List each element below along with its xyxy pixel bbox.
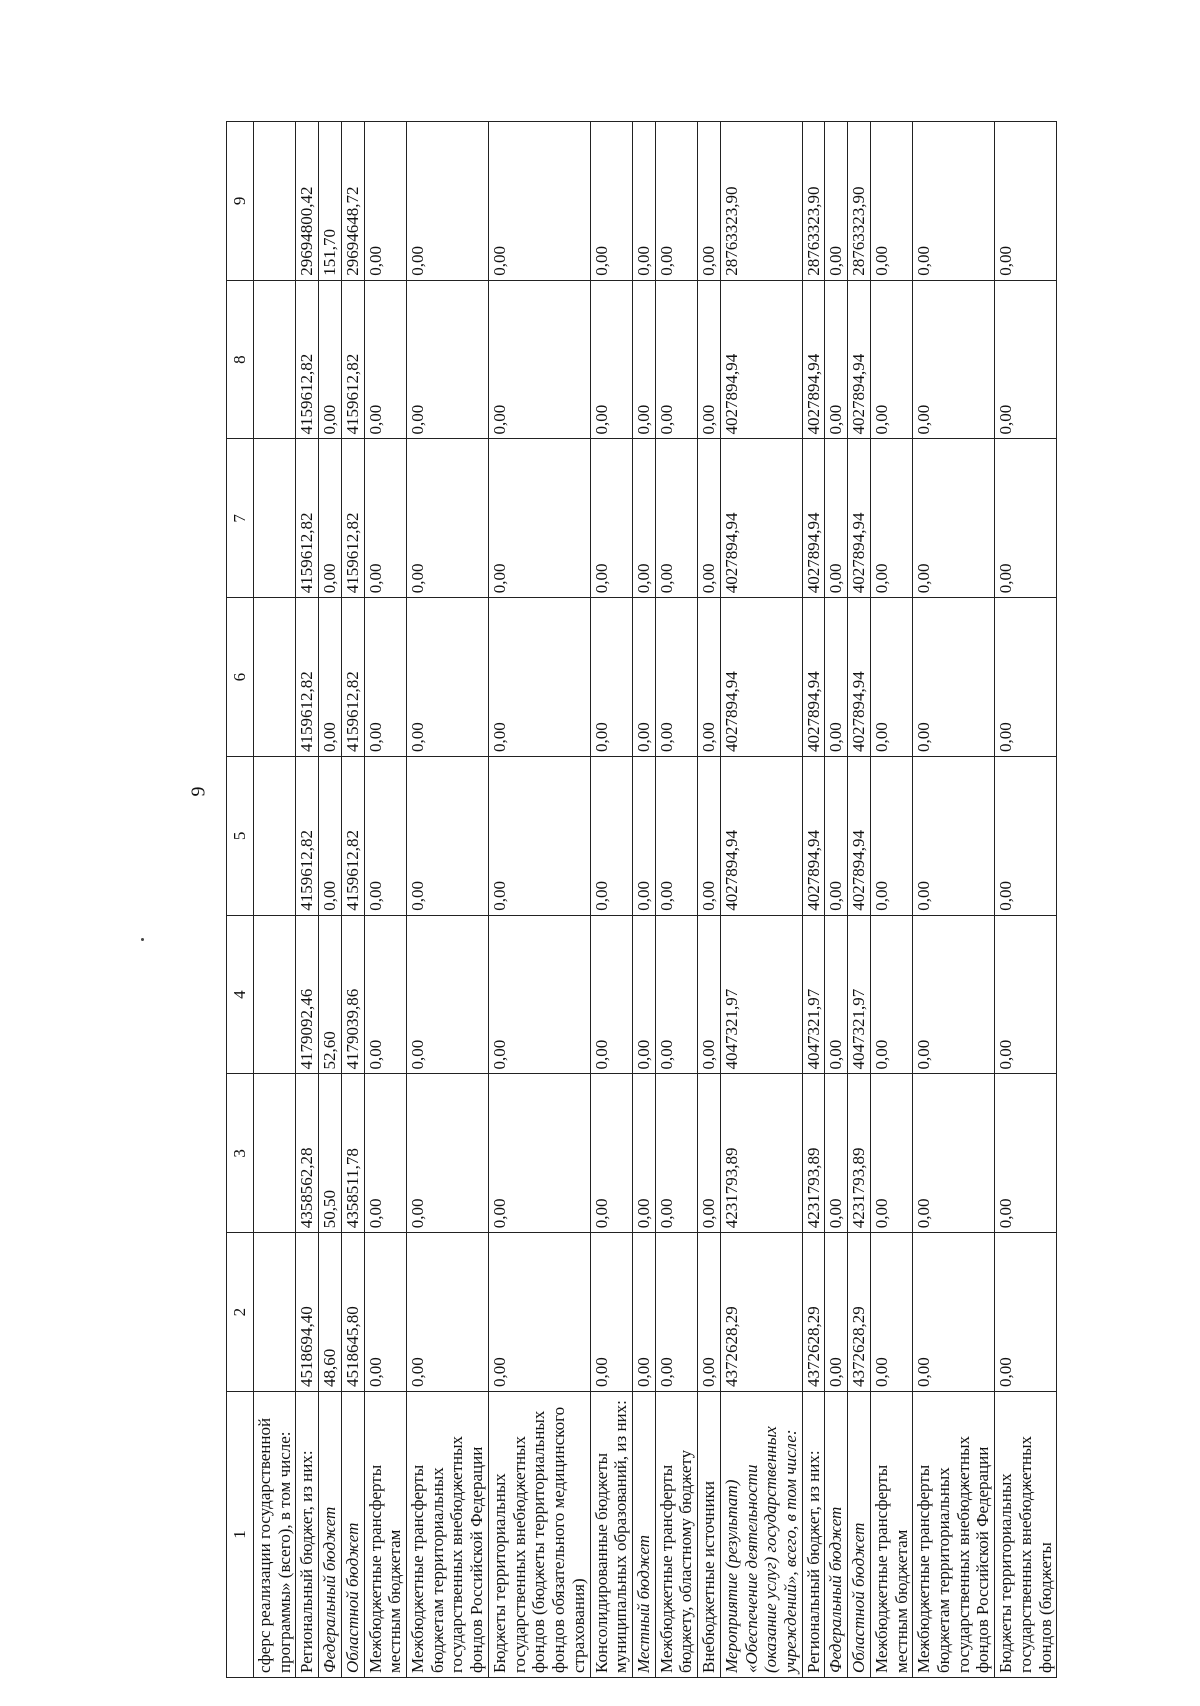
value-cell: 0,00: [913, 915, 995, 1074]
value-cell: 0,00: [698, 1233, 721, 1392]
value-cell: 0,00: [655, 1233, 697, 1392]
value-cell: 4027894,94: [802, 598, 825, 757]
value-cell: 0,00: [407, 1074, 489, 1233]
value-cell: 4027894,94: [848, 439, 871, 598]
value-cell: 4159612,82: [341, 598, 364, 757]
table-row: [488, 122, 590, 1678]
column-header-5: 5: [227, 757, 254, 916]
scan-dot: [141, 938, 144, 941]
header-row: [227, 122, 254, 1678]
value-cell: 0,00: [590, 1233, 632, 1392]
value-cell: 4027894,94: [802, 280, 825, 439]
value-cell: 4179092,46: [296, 915, 319, 1074]
column-header-4: 4: [227, 915, 254, 1074]
value-cell: 0,00: [319, 598, 342, 757]
value-cell: 0,00: [698, 757, 721, 916]
table-row: [364, 122, 406, 1678]
row-label: Межбюджетные трансферты бюджету, областному бюджету: [655, 1392, 697, 1678]
value-cell: 29694648,72: [341, 122, 364, 281]
value-cell: 0,00: [655, 439, 697, 598]
value-cell: 0,00: [407, 915, 489, 1074]
value-cell: [254, 598, 296, 757]
value-cell: 50,50: [319, 1074, 342, 1233]
value-cell: 4027894,94: [848, 757, 871, 916]
value-cell: 0,00: [632, 280, 655, 439]
value-cell: 4047321,97: [720, 915, 802, 1074]
value-cell: 0,00: [698, 915, 721, 1074]
value-cell: 4372628,29: [848, 1233, 871, 1392]
value-cell: 4159612,82: [296, 757, 319, 916]
value-cell: [254, 1233, 296, 1392]
value-cell: 0,00: [995, 280, 1057, 439]
value-cell: 0,00: [995, 1233, 1057, 1392]
row-label: Межбюджетные трансферты местным бюджетам: [364, 1392, 406, 1678]
row-label: Региональный бюджет, из них:: [802, 1392, 825, 1678]
row-label: Федеральный бюджет: [319, 1392, 342, 1678]
value-cell: 0,00: [407, 1233, 489, 1392]
table-row: [720, 122, 802, 1678]
column-header-3: 3: [227, 1074, 254, 1233]
value-cell: 0,00: [364, 1074, 406, 1233]
table-row: [632, 122, 655, 1678]
table-row: [319, 122, 342, 1678]
row-label: Местный бюджет: [632, 1392, 655, 1678]
value-cell: 4027894,94: [720, 598, 802, 757]
value-cell: 0,00: [995, 1074, 1057, 1233]
value-cell: 0,00: [364, 915, 406, 1074]
table-body: [254, 122, 1057, 1678]
value-cell: 0,00: [590, 439, 632, 598]
value-cell: 4159612,82: [296, 280, 319, 439]
value-cell: 4027894,94: [720, 280, 802, 439]
value-cell: 0,00: [488, 439, 590, 598]
budget-table: [226, 121, 1057, 1678]
value-cell: 0,00: [913, 439, 995, 598]
value-cell: 0,00: [698, 122, 721, 281]
value-cell: 0,00: [825, 122, 848, 281]
row-label: Консолидированные бюджеты муниципальных образований, из них:: [590, 1392, 632, 1678]
value-cell: 28763323,90: [802, 122, 825, 281]
value-cell: 52,60: [319, 915, 342, 1074]
value-cell: 0,00: [825, 439, 848, 598]
value-cell: 4372628,29: [802, 1233, 825, 1392]
value-cell: [254, 1074, 296, 1233]
value-cell: 0,00: [870, 598, 912, 757]
value-cell: 4179039,86: [341, 915, 364, 1074]
row-label: Региональный бюджет, из них:: [296, 1392, 319, 1678]
row-label: Бюджеты территориальных государственных внебюджетных фондов (бюджеты: [995, 1392, 1057, 1678]
value-cell: 0,00: [995, 757, 1057, 916]
value-cell: [254, 915, 296, 1074]
value-cell: 4231793,89: [848, 1074, 871, 1233]
value-cell: 0,00: [825, 915, 848, 1074]
value-cell: 0,00: [319, 439, 342, 598]
value-cell: 0,00: [655, 1074, 697, 1233]
table-row: [341, 122, 364, 1678]
value-cell: 4518645,80: [341, 1233, 364, 1392]
value-cell: 0,00: [407, 280, 489, 439]
value-cell: 0,00: [870, 122, 912, 281]
value-cell: 0,00: [995, 439, 1057, 598]
table-row: [825, 122, 848, 1678]
value-cell: 28763323,90: [848, 122, 871, 281]
value-cell: [254, 757, 296, 916]
row-label: Межбюджетные трансферты бюджетам территориальных государственных внебюджетных фондов Российской Федерации: [913, 1392, 995, 1678]
value-cell: 4027894,94: [720, 439, 802, 598]
value-cell: 0,00: [655, 598, 697, 757]
value-cell: [254, 122, 296, 281]
value-cell: 0,00: [632, 122, 655, 281]
value-cell: 0,00: [870, 915, 912, 1074]
value-cell: 0,00: [364, 598, 406, 757]
value-cell: 0,00: [655, 122, 697, 281]
value-cell: 0,00: [364, 280, 406, 439]
column-header-9: 9: [227, 122, 254, 281]
value-cell: 4027894,94: [802, 757, 825, 916]
value-cell: [254, 439, 296, 598]
value-cell: 4518694,40: [296, 1233, 319, 1392]
value-cell: 0,00: [319, 757, 342, 916]
value-cell: 4159612,82: [341, 439, 364, 598]
value-cell: 0,00: [698, 598, 721, 757]
value-cell: 0,00: [913, 1074, 995, 1233]
value-cell: 0,00: [488, 757, 590, 916]
value-cell: 0,00: [364, 757, 406, 916]
value-cell: 0,00: [825, 280, 848, 439]
value-cell: 4027894,94: [720, 757, 802, 916]
value-cell: 0,00: [364, 122, 406, 281]
value-cell: 151,70: [319, 122, 342, 281]
row-label: Межбюджетные трансферты местным бюджетам: [870, 1392, 912, 1678]
table-header: [227, 122, 254, 1678]
value-cell: 4047321,97: [848, 915, 871, 1074]
value-cell: 0,00: [698, 439, 721, 598]
value-cell: 0,00: [407, 439, 489, 598]
value-cell: 0,00: [632, 598, 655, 757]
value-cell: 0,00: [995, 122, 1057, 281]
value-cell: 0,00: [913, 280, 995, 439]
row-label: Областной бюджет: [341, 1392, 364, 1678]
value-cell: 48,60: [319, 1233, 342, 1392]
value-cell: 4159612,82: [296, 439, 319, 598]
value-cell: 0,00: [488, 122, 590, 281]
page-number: 9: [187, 786, 210, 797]
value-cell: 4027894,94: [848, 598, 871, 757]
table-row: [655, 122, 697, 1678]
value-cell: 0,00: [590, 757, 632, 916]
value-cell: 0,00: [407, 598, 489, 757]
value-cell: 0,00: [655, 280, 697, 439]
table-row: [407, 122, 489, 1678]
table-row: [913, 122, 995, 1678]
value-cell: 4358562,28: [296, 1074, 319, 1233]
value-cell: 0,00: [590, 280, 632, 439]
table-row: [254, 122, 296, 1678]
value-cell: [254, 280, 296, 439]
value-cell: 0,00: [590, 122, 632, 281]
value-cell: 0,00: [913, 598, 995, 757]
value-cell: 4358511,78: [341, 1074, 364, 1233]
value-cell: 0,00: [698, 280, 721, 439]
value-cell: 0,00: [825, 757, 848, 916]
value-cell: 0,00: [590, 598, 632, 757]
value-cell: 4159612,82: [296, 598, 319, 757]
value-cell: 0,00: [825, 1074, 848, 1233]
value-cell: 0,00: [870, 1074, 912, 1233]
value-cell: 4027894,94: [848, 280, 871, 439]
value-cell: 0,00: [995, 915, 1057, 1074]
value-cell: 4047321,97: [802, 915, 825, 1074]
row-label: сферс реализации государственной программы» (всего), в том числе:: [254, 1392, 296, 1678]
row-label: Межбюджетные трансферты бюджетам территориальных государственных внебюджетных фондов Российской Федерации: [407, 1392, 489, 1678]
value-cell: 4027894,94: [802, 439, 825, 598]
value-cell: 28763323,90: [720, 122, 802, 281]
value-cell: 0,00: [870, 439, 912, 598]
row-label: Внебюджетные источники: [698, 1392, 721, 1678]
table-row: [590, 122, 632, 1678]
value-cell: 0,00: [407, 122, 489, 281]
row-label: Федеральный бюджет: [825, 1392, 848, 1678]
rotated-table-container: [226, 122, 1057, 1678]
value-cell: 0,00: [655, 757, 697, 916]
value-cell: 0,00: [825, 598, 848, 757]
column-header-7: 7: [227, 439, 254, 598]
table-row: [995, 122, 1057, 1678]
value-cell: 0,00: [488, 1074, 590, 1233]
value-cell: 0,00: [364, 439, 406, 598]
value-cell: 0,00: [870, 757, 912, 916]
value-cell: 0,00: [655, 915, 697, 1074]
value-cell: 0,00: [488, 915, 590, 1074]
row-label: Мероприятие (результат) «Обеспечение деятельности (оказание услуг) государственных учреждений», всего, в том числе:: [720, 1392, 802, 1678]
table-row: [802, 122, 825, 1678]
value-cell: 0,00: [590, 1074, 632, 1233]
value-cell: 0,00: [913, 122, 995, 281]
value-cell: 4231793,89: [802, 1074, 825, 1233]
value-cell: 4159612,82: [341, 757, 364, 916]
table-row: [698, 122, 721, 1678]
row-label: Областной бюджет: [848, 1392, 871, 1678]
value-cell: 0,00: [364, 1233, 406, 1392]
value-cell: 0,00: [488, 1233, 590, 1392]
value-cell: 0,00: [632, 1074, 655, 1233]
value-cell: 4159612,82: [341, 280, 364, 439]
row-label: Бюджеты территориальных государственных внебюджетных фондов (бюджеты территориальных фондов обязательного медицинского страхования): [488, 1392, 590, 1678]
table-row: [870, 122, 912, 1678]
value-cell: 0,00: [488, 280, 590, 439]
value-cell: 0,00: [632, 915, 655, 1074]
value-cell: 0,00: [590, 915, 632, 1074]
value-cell: 0,00: [825, 1233, 848, 1392]
column-header-1: 1: [227, 1392, 254, 1678]
value-cell: 0,00: [913, 757, 995, 916]
value-cell: 0,00: [913, 1233, 995, 1392]
value-cell: 0,00: [632, 439, 655, 598]
value-cell: 0,00: [698, 1074, 721, 1233]
column-header-6: 6: [227, 598, 254, 757]
value-cell: 0,00: [995, 598, 1057, 757]
value-cell: 0,00: [632, 757, 655, 916]
value-cell: 4372628,29: [720, 1233, 802, 1392]
value-cell: 0,00: [870, 280, 912, 439]
value-cell: 0,00: [407, 757, 489, 916]
value-cell: 0,00: [488, 598, 590, 757]
value-cell: 4231793,89: [720, 1074, 802, 1233]
column-header-8: 8: [227, 280, 254, 439]
value-cell: 0,00: [632, 1233, 655, 1392]
value-cell: 29694800,42: [296, 122, 319, 281]
value-cell: 0,00: [319, 280, 342, 439]
table-row: [296, 122, 319, 1678]
table-row: [848, 122, 871, 1678]
column-header-2: 2: [227, 1233, 254, 1392]
value-cell: 0,00: [870, 1233, 912, 1392]
